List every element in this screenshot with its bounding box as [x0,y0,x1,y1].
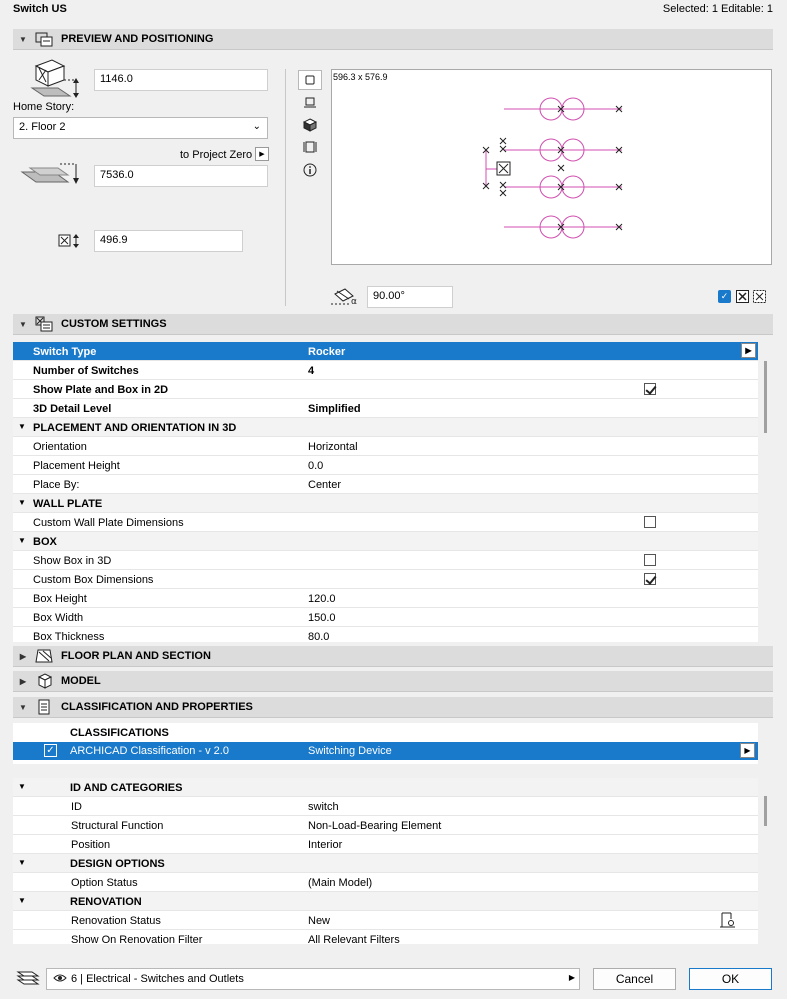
property-checkbox[interactable] [644,516,656,528]
section-icon [303,97,317,109]
x-box-icon[interactable] [736,290,749,306]
selection-info: Selected: 1 Editable: 1 [662,3,773,15]
divider [285,69,286,306]
property-value[interactable]: 80.0 [308,631,330,642]
expanded-triangle-icon: ▼ [19,34,27,44]
custom-settings-icon [33,316,55,332]
collapsed-triangle-icon: ▶ [19,651,27,661]
section-view-button[interactable] [298,93,322,113]
group-label: DESIGN OPTIONS [70,858,165,870]
title-bar [0,0,787,20]
property-row[interactable] [13,930,758,944]
property-row[interactable] [13,835,758,854]
property-value[interactable]: 4 [308,365,315,377]
property-label: Box Width [33,612,84,624]
property-label: Box Thickness [33,631,105,642]
expanded-triangle-icon[interactable]: ▼ [18,422,26,431]
preview-positioning-icon [33,31,55,47]
property-value[interactable]: 0.0 [308,460,324,472]
property-label: 3D Detail Level [33,403,112,415]
home-story-select[interactable] [13,117,268,139]
classification-value: Switching Device [308,745,392,757]
expanded-triangle-icon[interactable]: ▼ [18,498,26,507]
renovation-icon[interactable] [719,911,737,932]
size-input[interactable]: 496.9 [94,230,243,252]
property-row[interactable] [13,797,758,816]
project-zero-icon [20,160,82,191]
property-row[interactable] [13,627,758,642]
group-label: ID AND CATEGORIES [70,782,183,794]
mirror-checkbox[interactable]: ✓ [718,290,731,303]
property-row[interactable] [13,342,758,361]
x-box-dashed-icon[interactable] [753,290,767,306]
property-row[interactable] [13,873,758,892]
property-row[interactable] [13,608,758,627]
property-value[interactable]: 150.0 [308,612,336,624]
svg-text:α: α [351,297,357,306]
expanded-triangle-icon: ▼ [19,702,27,712]
group-row[interactable] [13,494,758,513]
property-label: Show Plate and Box in 2D [33,384,169,396]
home-story-label: Home Story: [13,101,75,113]
preview-dimensions: 596.3 x 576.9 [333,72,388,82]
classifications-label: CLASSIFICATIONS [70,727,169,739]
section-model[interactable] [13,671,773,692]
group-row[interactable] [13,532,758,551]
property-label: Option Status [71,877,138,889]
scrollbar-thumb[interactable] [764,361,767,433]
properties-grid [13,778,758,944]
expanded-triangle-icon[interactable]: ▼ [18,536,26,545]
property-checkbox[interactable] [644,383,656,395]
section-classification[interactable] [13,697,773,718]
chevron-down-icon: ⌄ [252,121,261,132]
classification-system: ARCHICAD Classification - v 2.0 [70,745,229,757]
section-preview-positioning[interactable] [13,29,773,50]
property-row[interactable] [13,589,758,608]
property-row[interactable] [13,437,758,456]
info-button[interactable] [298,160,322,180]
property-label: Box Height [33,593,87,605]
property-row[interactable] [13,551,758,570]
rotation-input[interactable]: 90.00° [367,286,453,308]
properties-scrollbar[interactable] [759,778,773,944]
ok-button[interactable]: OK [689,968,772,990]
group-label: WALL PLATE [33,498,103,510]
value-menu-button[interactable]: ▶ [741,343,756,358]
project-zero-input[interactable]: 7536.0 [94,165,268,187]
square-icon [305,75,315,85]
property-value[interactable]: Interior [308,839,343,851]
preview-canvas[interactable] [331,69,772,265]
reference-menu-button[interactable]: ▶ [255,147,269,161]
rotation-angle-icon [331,286,361,309]
elevation-icon [28,56,82,103]
property-label: Custom Wall Plate Dimensions [33,517,184,529]
property-value[interactable]: Horizontal [308,441,358,453]
classifications-table [13,723,758,764]
elevation-view-icon [303,140,317,154]
property-value[interactable]: Rocker [308,346,346,358]
chevron-right-icon: ▶ [568,973,575,982]
property-value[interactable]: Center [308,479,342,491]
section-floor-plan[interactable] [13,646,773,667]
property-row[interactable] [13,911,758,930]
layer-select[interactable] [46,968,580,990]
property-label: Number of Switches [33,365,139,377]
property-value[interactable]: 120.0 [308,593,336,605]
group-row[interactable] [13,854,758,873]
section-title: CLASSIFICATION AND PROPERTIES [61,701,253,713]
layer-name: 6 | Electrical - Switches and Outlets [71,973,244,985]
cancel-button[interactable]: Cancel [593,968,676,990]
expanded-triangle-icon: ▼ [19,319,27,329]
scrollbar-thumb[interactable] [764,796,767,826]
property-value[interactable]: New [308,915,331,927]
classification-row[interactable] [13,742,758,760]
switch-symbol-preview [332,70,773,266]
group-row[interactable] [13,778,758,797]
eye-icon[interactable] [53,972,67,987]
property-label: Place By: [33,479,80,491]
property-row[interactable] [13,399,758,418]
property-row[interactable] [13,816,758,835]
property-value[interactable]: (Main Model) [308,877,373,889]
property-value[interactable]: Simplified [308,403,361,415]
property-value[interactable]: switch [308,801,339,813]
home-story-value: 2. Floor 2 [19,121,66,133]
section-title: FLOOR PLAN AND SECTION [61,650,211,662]
document-icon [33,699,55,715]
property-label: Custom Box Dimensions [33,574,154,586]
layer-icon [16,970,40,989]
property-label: ID [71,801,82,813]
model-cube-icon [33,673,55,689]
property-checkbox[interactable] [644,554,656,566]
section-title: CUSTOM SETTINGS [61,318,167,330]
collapsed-triangle-icon: ▶ [19,676,27,686]
property-value[interactable]: All Relevant Filters [308,934,400,944]
custom-settings-scrollbar[interactable] [759,343,773,641]
size-icon [58,233,82,252]
property-label: Renovation Status [71,915,161,927]
classification-menu-button[interactable]: ▶ [740,743,755,758]
group-label: PLACEMENT AND ORIENTATION IN 3D [33,422,237,434]
info-icon [303,163,317,177]
property-row[interactable] [13,456,758,475]
property-value[interactable]: Non-Load-Bearing Element [308,820,442,832]
section-title: MODEL [61,675,101,687]
classification-checkbox[interactable]: ✓ [44,744,57,757]
property-label: Placement Height [33,460,120,472]
cube-icon [303,118,317,132]
elevation-view-button[interactable] [298,137,322,157]
expanded-triangle-icon[interactable]: ▼ [18,782,26,791]
to-project-zero-label: to Project Zero [180,149,253,161]
group-label: RENOVATION [70,896,142,908]
property-row[interactable] [13,513,758,532]
property-row[interactable] [13,475,758,494]
group-label: BOX [33,536,57,548]
property-label: Switch Type [33,346,97,358]
group-row[interactable] [13,892,758,911]
property-label: Orientation [33,441,87,453]
section-title: PREVIEW AND POSITIONING [61,33,214,45]
window-title: Switch US [13,3,67,15]
property-label: Structural Function [71,820,164,832]
property-label: Show Box in 3D [33,555,112,567]
property-row[interactable] [13,380,758,399]
property-row[interactable] [13,570,758,589]
property-checkbox[interactable] [644,573,656,585]
property-label: Position [71,839,111,851]
group-row[interactable] [13,418,758,437]
property-row[interactable] [13,361,758,380]
expanded-triangle-icon[interactable]: ▼ [18,858,26,867]
plan-view-button[interactable] [298,70,322,90]
floor-plan-icon [33,648,55,664]
3d-view-button[interactable] [298,115,322,135]
property-label: Show On Renovation Filter [71,934,203,944]
custom-settings-grid [13,342,758,642]
expanded-triangle-icon[interactable]: ▼ [18,896,26,905]
elevation-input[interactable]: 1146.0 [94,69,268,91]
section-custom-settings[interactable] [13,314,773,335]
